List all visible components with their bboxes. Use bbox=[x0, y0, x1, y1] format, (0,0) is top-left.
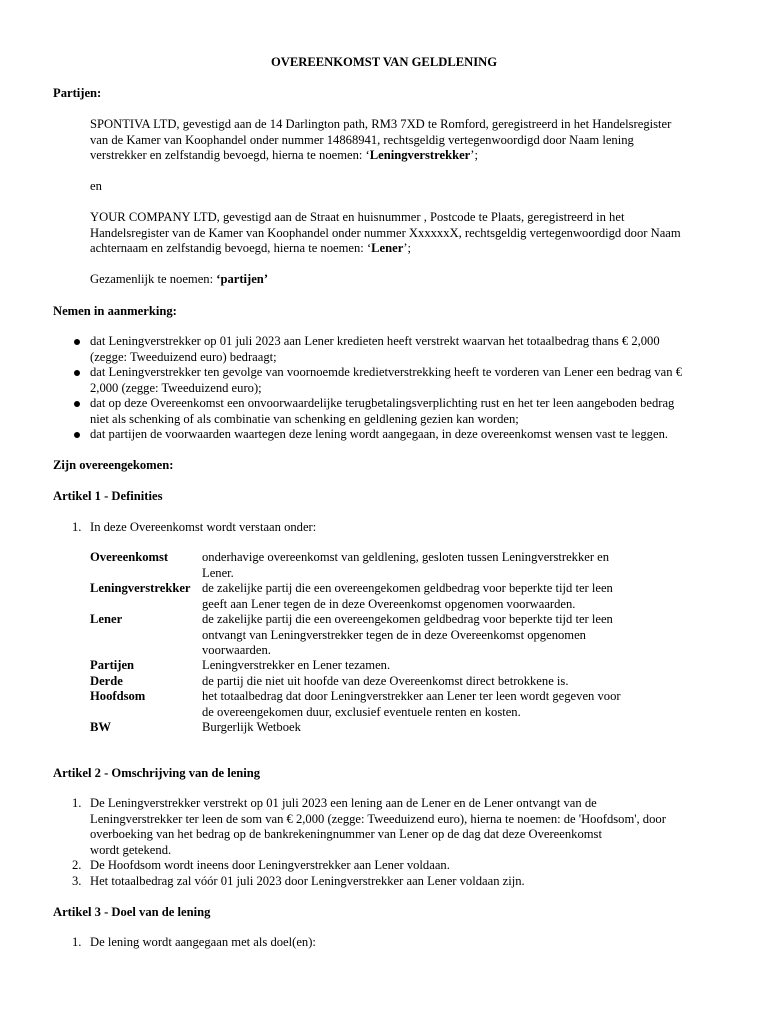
definition-text bbox=[202, 581, 652, 612]
definition-line: de overeengekomen duur, exclusief eventuele renten en kosten. bbox=[202, 704, 521, 719]
heading-artikel-2: Artikel 2 - Omschrijving van de lening bbox=[53, 766, 261, 780]
bullet-item bbox=[90, 396, 720, 427]
heading-partijen: Partijen: bbox=[53, 86, 102, 100]
item-number: 1. bbox=[72, 520, 82, 534]
party1-role: Leningverstrekker bbox=[369, 148, 471, 163]
numbered-item bbox=[72, 874, 720, 890]
item-number: 1. bbox=[72, 796, 82, 810]
gezamenlijk-text: Gezamenlijk te noemen: bbox=[90, 272, 217, 286]
party1-line1: SPONTIVA LTD, gevestigd aan de 14 Darlington path, RM3 7XD te Romford, geregistreerd in het Handelsregister bbox=[90, 117, 672, 131]
definition-term: Leningverstrekker bbox=[90, 581, 191, 595]
definition-line: de zakelijke partij die een overeengekomen geldbedrag voor beperkte tijd ter leen bbox=[202, 581, 613, 595]
definition-text bbox=[202, 689, 652, 720]
definition-term: Lener bbox=[90, 612, 123, 626]
item-line: De Leningverstrekker verstrekt op 01 juli 2023 een lening aan de Lener en de Lener ontvangt van de bbox=[90, 796, 597, 810]
numbered-item bbox=[72, 796, 720, 858]
party2-paragraph bbox=[90, 210, 720, 257]
definition-term: Partijen bbox=[90, 658, 135, 672]
gezamenlijk-line bbox=[90, 272, 720, 288]
party2-line2: Handelsregister van de Kamer van Koophandel onder nummer XxxxxxX, rechtsgeldig vertegenwoordigd door Naam bbox=[90, 225, 681, 240]
gezamenlijk-term: ‘partijen’ bbox=[216, 272, 269, 286]
definition-term: Derde bbox=[90, 674, 123, 688]
numbered-item bbox=[72, 520, 720, 536]
definition-line: Lener. bbox=[202, 565, 234, 580]
numbered-item bbox=[72, 935, 720, 951]
bullet-line: niet als schenking of als combinatie van schenking en geldlening gezien kan worden; bbox=[90, 411, 519, 426]
item-line: Leningverstrekker ter leen de som van € 2,000 (zegge: Tweeduizend euro), hierna te noemen: de 'Hoofdsom', door bbox=[90, 811, 666, 826]
party2-role: Lener bbox=[371, 241, 404, 256]
bullet-line: 2,000 (zegge: Tweeduizend euro); bbox=[90, 380, 262, 395]
bullet-dot-icon bbox=[74, 432, 80, 438]
bullet-dot-icon bbox=[74, 370, 80, 376]
definition-line: de zakelijke partij die een overeengekomen geldbedrag voor beperkte tijd ter leen bbox=[202, 612, 613, 626]
bullet-item bbox=[90, 365, 720, 396]
item-number: 3. bbox=[72, 874, 82, 888]
definition-line: Leningverstrekker en Lener tezamen. bbox=[202, 658, 391, 672]
definition-text bbox=[202, 658, 652, 674]
item-line: Het totaalbedrag zal vóór 01 juli 2023 door Leningverstrekker aan Lener voldaan zijn. bbox=[90, 874, 525, 888]
definition-text bbox=[202, 550, 652, 581]
bullet-dot-icon bbox=[74, 339, 80, 345]
party1-line3 bbox=[90, 148, 720, 164]
party1-line3-text: verstrekker en zelfstandig bevoegd, hierna te noemen: ‘ bbox=[90, 148, 370, 163]
definition-line: voorwaarden. bbox=[202, 643, 271, 658]
item-number: 2. bbox=[72, 858, 82, 872]
conjunction-en: en bbox=[90, 179, 102, 193]
numbered-item bbox=[72, 858, 720, 874]
definition-line: het totaalbedrag dat door Leningverstrekker aan Lener ter leen wordt gegeven voor bbox=[202, 689, 621, 703]
party2-line1: YOUR COMPANY LTD, gevestigd aan de Straat en huisnummer , Postcode te Plaats, geregistreerd in het bbox=[90, 210, 625, 224]
bullet-line: dat partijen de voorwaarden waartegen deze lening wordt aangegaan, in deze overeenkomst wensen vast te leggen. bbox=[90, 427, 669, 441]
item-text: De lening wordt aangegaan met als doel(en): bbox=[90, 935, 316, 949]
party1-line3-end: ’; bbox=[470, 148, 478, 163]
bullet-item bbox=[90, 427, 720, 443]
definition-text bbox=[202, 674, 652, 690]
definition-text bbox=[202, 720, 652, 736]
definition-term: Hoofdsom bbox=[90, 689, 146, 703]
heading-nemen: Nemen in aanmerking: bbox=[53, 304, 177, 318]
bullet-line: dat op deze Overeenkomst een onvoorwaardelijke terugbetalingsverplichting rust en het ter leen aangeboden bedrag bbox=[90, 396, 675, 410]
item-text: In deze Overeenkomst wordt verstaan onder: bbox=[90, 520, 317, 534]
item-line: overboeking van het bedrag op de bankrekeningnummer van Lener op de dag dat deze Overeenkomst bbox=[90, 827, 602, 842]
definition-line: ontvangt van Leningverstrekker tegen de in deze Overeenkomst opgenomen bbox=[202, 627, 586, 642]
bullet-line: dat Leningverstrekker op 01 juli 2023 aan Lener kredieten heeft verstrekt waarvan het totaalbedrag thans € 2,000 bbox=[90, 334, 660, 348]
party1-paragraph bbox=[90, 117, 720, 164]
heading-artikel-3: Artikel 3 - Doel van de lening bbox=[53, 905, 211, 919]
definition-term: BW bbox=[90, 720, 111, 734]
heading-artikel-1: Artikel 1 - Definities bbox=[53, 489, 163, 503]
definition-term: Overeenkomst bbox=[90, 550, 169, 564]
party2-line3 bbox=[90, 241, 720, 257]
party1-line2: van de Kamer van Koophandel onder nummer 14868941, rechtsgeldig vertegenwoordigd door Naam lening bbox=[90, 132, 634, 147]
item-number: 1. bbox=[72, 935, 82, 949]
party2-line3-end: ’; bbox=[403, 241, 412, 256]
document-title: OVEREENKOMST VAN GELDLENING bbox=[270, 55, 498, 69]
party2-line3-text: achternaam en zelfstandig bevoegd, hierna te noemen: ‘ bbox=[90, 241, 372, 256]
item-line: De Hoofdsom wordt ineens door Leningverstrekker aan Lener voldaan. bbox=[90, 858, 450, 872]
definition-line: de partij die niet uit hoofde van deze Overeenkomst direct betrokkene is. bbox=[202, 674, 569, 688]
definition-text bbox=[202, 612, 652, 659]
definition-line: onderhavige overeenkomst van geldlening, gesloten tussen Leningverstrekker en bbox=[202, 550, 610, 564]
definition-line: Burgerlijk Wetboek bbox=[202, 720, 301, 734]
definition-line: geeft aan Lener tegen de in deze Overeenkomst opgenomen voorwaarden. bbox=[202, 596, 576, 611]
bullet-line: (zegge: Tweeduizend euro) bedraagt; bbox=[90, 349, 277, 364]
bullet-line: dat Leningverstrekker ten gevolge van voornoemde kredietverstrekking heeft te vorderen van Lener een bedrag van € bbox=[90, 365, 683, 379]
item-line: wordt getekend. bbox=[90, 842, 172, 857]
bullet-item bbox=[90, 334, 720, 365]
bullet-dot-icon bbox=[74, 401, 80, 407]
heading-zijn: Zijn overeengekomen: bbox=[53, 458, 174, 472]
